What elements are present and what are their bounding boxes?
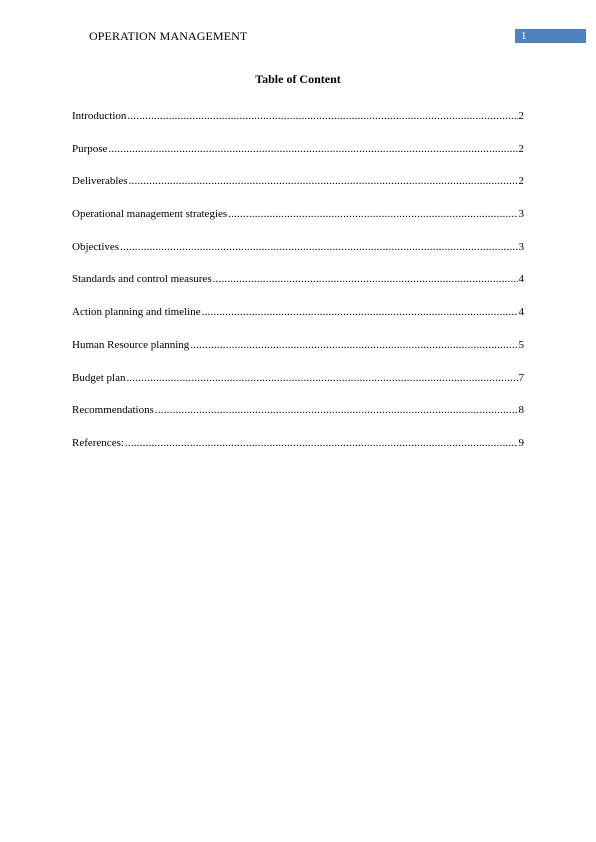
toc-entry-standards-and-control-measures[interactable] bbox=[72, 272, 524, 305]
toc-entry-purpose[interactable] bbox=[72, 142, 524, 175]
toc-entry-page: 2 bbox=[518, 110, 524, 122]
toc-entry-label: Introduction bbox=[72, 110, 127, 122]
toc-entry-page: 5 bbox=[518, 338, 524, 351]
toc-dot-leader bbox=[155, 403, 518, 417]
toc-entry-operational-management-strategies[interactable] bbox=[72, 207, 524, 240]
toc-dot-leader bbox=[213, 272, 518, 286]
toc-dot-leader bbox=[108, 142, 517, 156]
toc-entry-label: Operational management strategies bbox=[72, 208, 228, 221]
toc-entry-label: Deliverables bbox=[72, 175, 128, 188]
toc-dot-leader bbox=[120, 240, 517, 254]
toc-entry-action-planning-and-timeline[interactable] bbox=[72, 305, 524, 338]
toc-entry-objectives[interactable] bbox=[72, 240, 524, 273]
toc-dot-leader bbox=[126, 371, 517, 385]
toc-entry-page: 9 bbox=[518, 436, 524, 449]
toc-dot-leader bbox=[228, 207, 517, 221]
toc-entry-page: 3 bbox=[518, 208, 524, 221]
page-number-badge bbox=[515, 29, 586, 43]
toc-entry-page: 2 bbox=[518, 175, 524, 188]
page-number: 1 bbox=[521, 30, 527, 42]
toc-entry-references[interactable] bbox=[72, 436, 524, 469]
toc-entry-page: 4 bbox=[518, 306, 524, 319]
toc-entry-deliverables[interactable] bbox=[72, 174, 524, 207]
toc-entry-label: Recommendations bbox=[72, 404, 154, 417]
toc-entry-label: Purpose bbox=[72, 142, 108, 155]
toc-dot-leader bbox=[129, 174, 518, 188]
toc-entry-introduction[interactable] bbox=[72, 109, 524, 142]
toc-entry-human-resource-planning[interactable] bbox=[72, 338, 524, 371]
toc-entry-label: Action planning and timeline bbox=[72, 306, 201, 319]
toc-entry-label: Objectives bbox=[72, 240, 120, 253]
toc-entry-label: Human Resource planning bbox=[72, 338, 190, 351]
toc-entry-page: 2 bbox=[518, 142, 524, 155]
toc-entry-label: Standards and control measures bbox=[72, 273, 212, 286]
table-of-contents bbox=[72, 109, 524, 469]
toc-dot-leader bbox=[127, 109, 517, 123]
toc-dot-leader bbox=[202, 305, 518, 319]
toc-entry-recommendations[interactable] bbox=[72, 403, 524, 436]
toc-title: Table of Content bbox=[255, 72, 341, 86]
toc-dot-leader bbox=[125, 436, 518, 450]
toc-entry-page: 4 bbox=[518, 273, 524, 286]
running-header-title: OPERATION MANAGEMENT bbox=[89, 29, 248, 43]
toc-entry-page: 3 bbox=[518, 240, 524, 253]
toc-entry-label: Budget plan bbox=[72, 371, 126, 384]
toc-entry-budget-plan[interactable] bbox=[72, 371, 524, 404]
toc-entry-page: 8 bbox=[518, 404, 524, 417]
toc-entry-label: References: bbox=[72, 436, 124, 449]
toc-entry-page: 7 bbox=[518, 371, 524, 384]
toc-dot-leader bbox=[190, 338, 517, 352]
